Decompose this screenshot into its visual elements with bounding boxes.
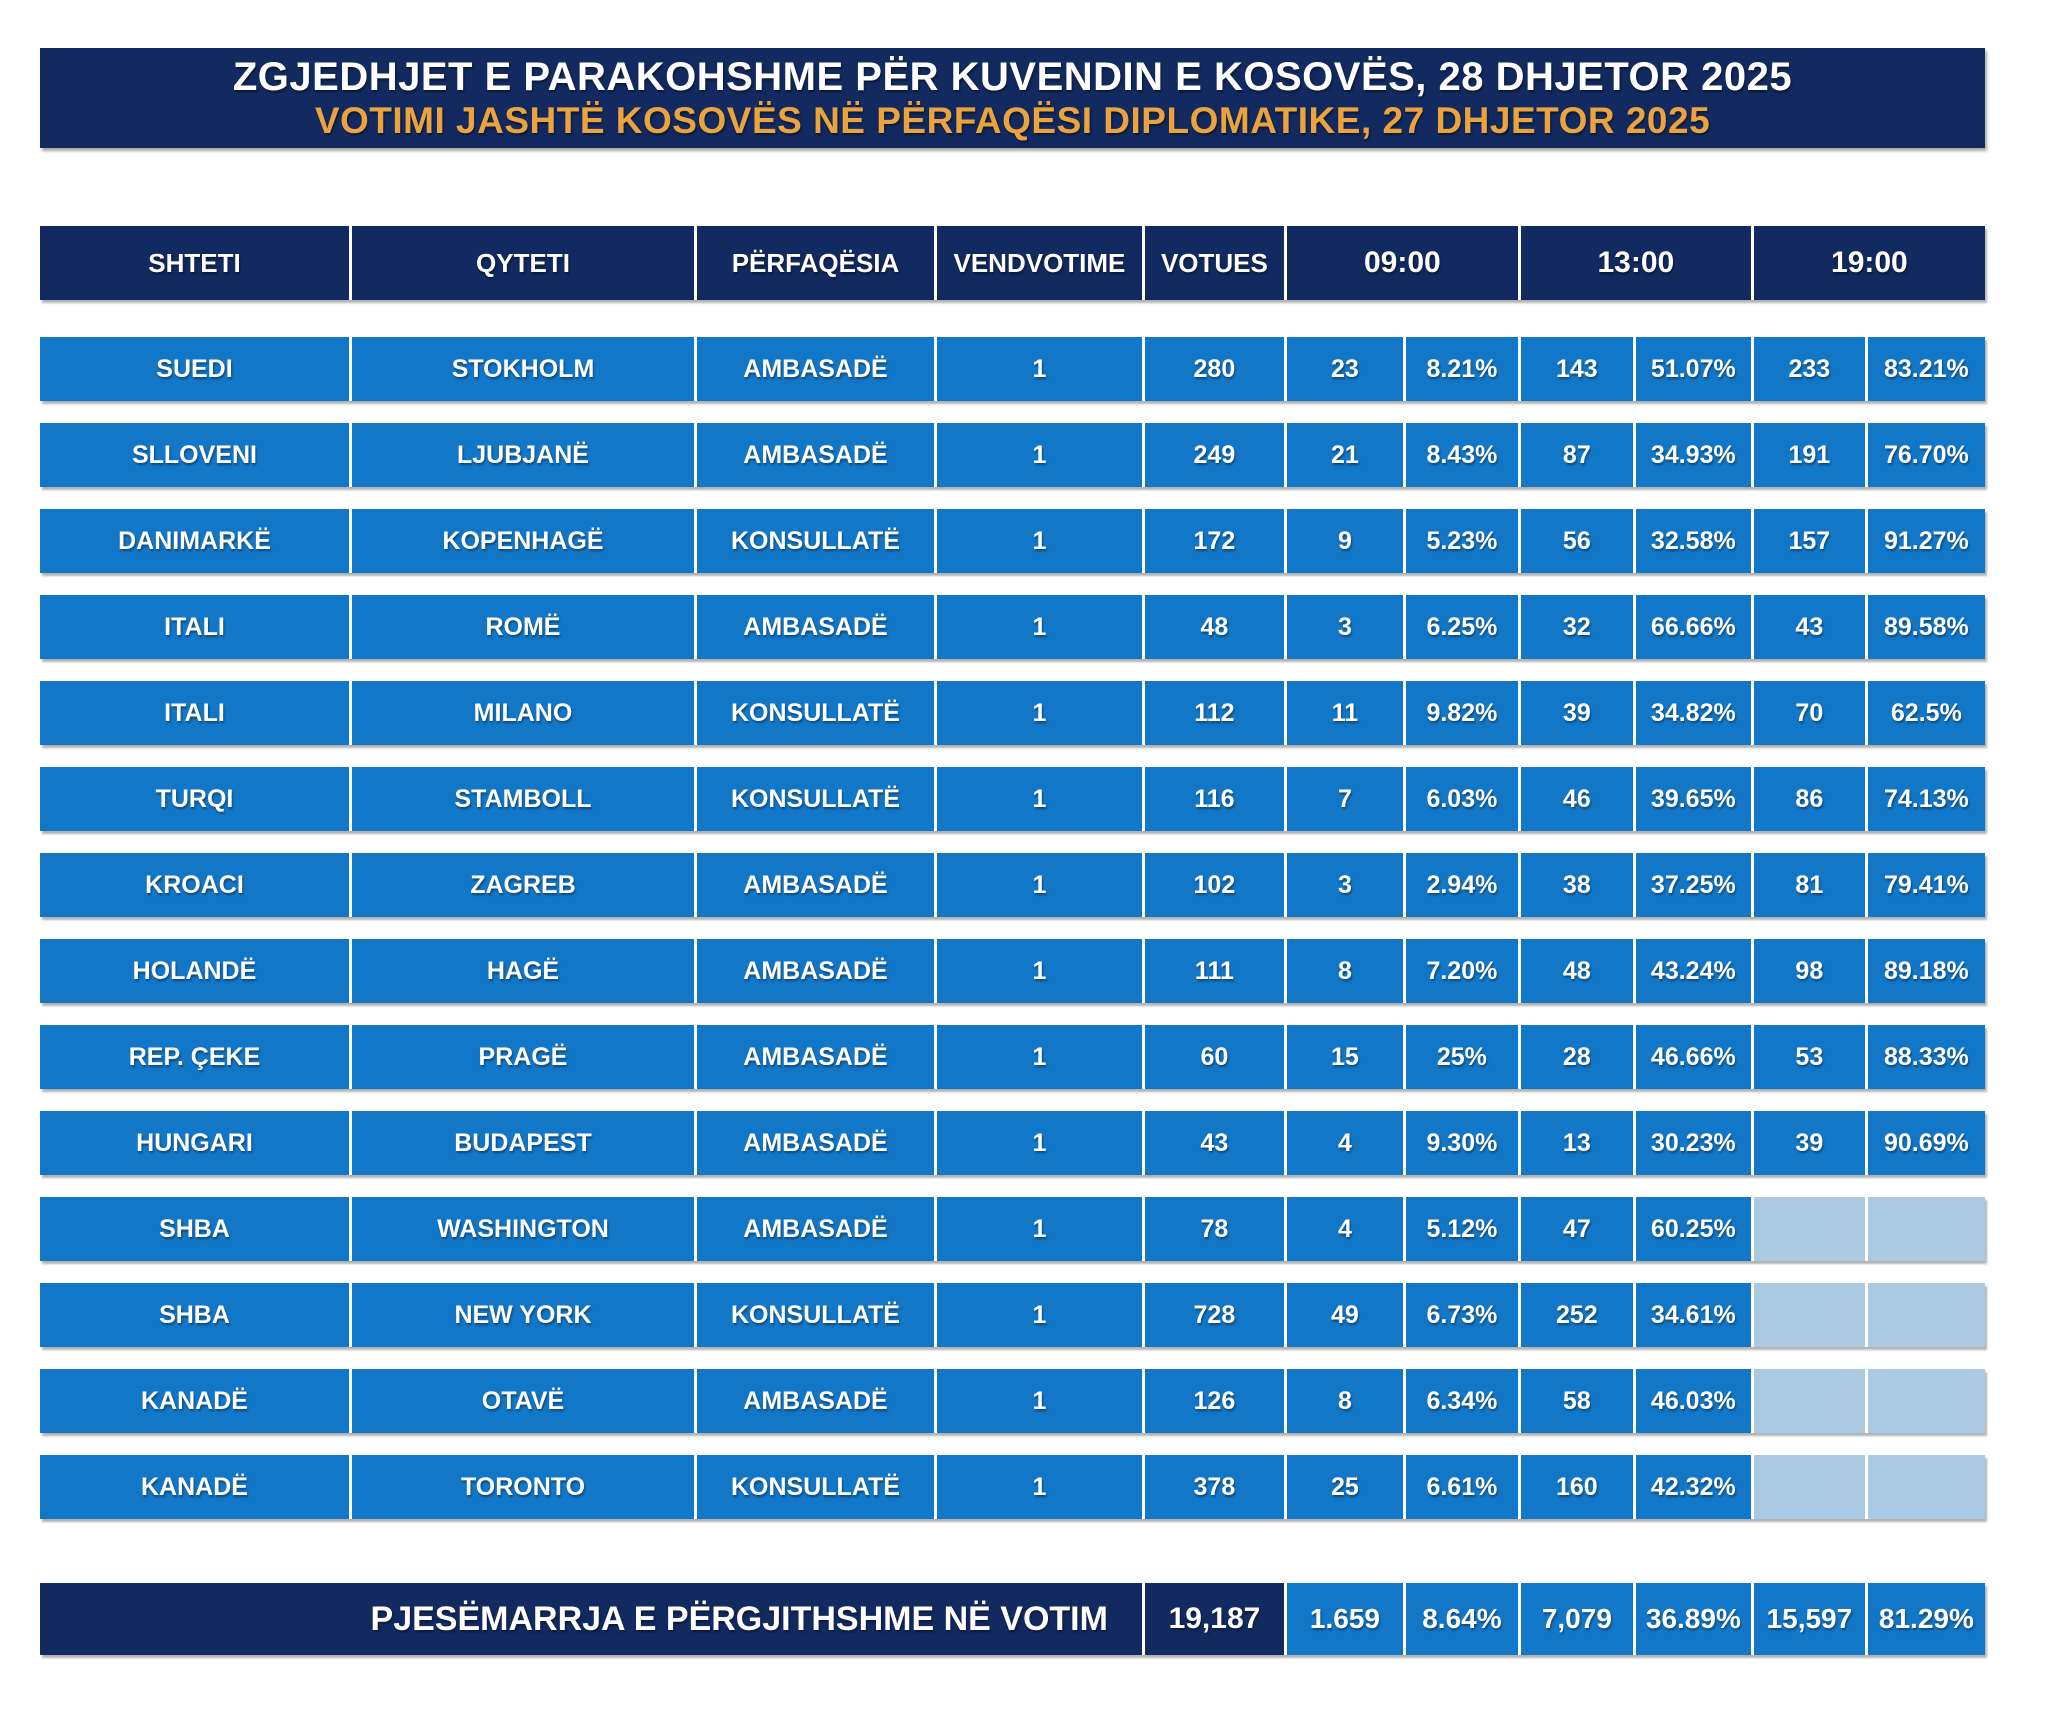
cell-1900-perqindja: 89.58% <box>1868 595 1985 659</box>
cell-1300-perqindja: 66.66% <box>1636 595 1754 659</box>
cell-vendvotime: 1 <box>937 1111 1145 1175</box>
cell-0900-votues: 9 <box>1287 509 1406 573</box>
cell-perfaqesia: AMBASADË <box>697 939 937 1003</box>
cell-0900-votues: 11 <box>1287 681 1406 745</box>
cell-1900-perqindja: 76.70% <box>1868 423 1985 487</box>
cell-1300-votues: 48 <box>1521 939 1636 1003</box>
cell-0900-votues: 23 <box>1287 337 1406 401</box>
cell-0900-votues: 8 <box>1287 939 1406 1003</box>
cell-shteti: REP. ÇEKE <box>40 1025 352 1089</box>
cell-shteti: SUEDI <box>40 337 352 401</box>
cell-perfaqesia: KONSULLATË <box>697 681 937 745</box>
column-header-perfaqesia: PËRFAQËSIA <box>697 226 937 300</box>
cell-0900-perqindja: 2.94% <box>1406 853 1521 917</box>
cell-0900-votues: 15 <box>1287 1025 1406 1089</box>
cell-vendvotime: 1 <box>937 1197 1145 1261</box>
table-header-row <box>40 226 1985 300</box>
column-header-votues: VOTUES <box>1145 226 1287 300</box>
table-row <box>40 337 1985 401</box>
column-header-0900: 09:00 <box>1287 226 1521 300</box>
column-header-vendvotime: VENDVOTIME <box>937 226 1145 300</box>
cell-0900-perqindja: 8.43% <box>1406 423 1521 487</box>
cell-vendvotime: 1 <box>937 681 1145 745</box>
cell-1900-perqindja: 74.13% <box>1868 767 1985 831</box>
cell-1300-votues: 39 <box>1521 681 1636 745</box>
table-row <box>40 509 1985 573</box>
cell-shteti: KROACI <box>40 853 352 917</box>
cell-qyteti: WASHINGTON <box>352 1197 697 1261</box>
cell-vendvotime: 1 <box>937 595 1145 659</box>
cell-perfaqesia: AMBASADË <box>697 423 937 487</box>
cell-qyteti: STAMBOLL <box>352 767 697 831</box>
cell-0900-perqindja: 9.82% <box>1406 681 1521 745</box>
cell-1900-perqindja: 83.21% <box>1868 337 1985 401</box>
cell-perfaqesia: AMBASADË <box>697 1197 937 1261</box>
cell-qyteti: TORONTO <box>352 1455 697 1519</box>
cell-1900-votues: 43 <box>1754 595 1868 659</box>
table-body <box>40 337 1985 1519</box>
cell-1900-perqindja <box>1868 1369 1985 1433</box>
cell-1900-perqindja: 91.27% <box>1868 509 1985 573</box>
cell-1300-votues: 47 <box>1521 1197 1636 1261</box>
column-header-1900: 19:00 <box>1754 226 1985 300</box>
cell-0900-votues: 3 <box>1287 853 1406 917</box>
table-row <box>40 1111 1985 1175</box>
cell-0900-perqindja: 25% <box>1406 1025 1521 1089</box>
cell-1900-perqindja <box>1868 1455 1985 1519</box>
cell-shteti: SHBA <box>40 1283 352 1347</box>
cell-vendvotime: 1 <box>937 1455 1145 1519</box>
cell-1300-perqindja: 42.32% <box>1636 1455 1754 1519</box>
cell-0900-perqindja: 6.03% <box>1406 767 1521 831</box>
cell-1900-votues: 53 <box>1754 1025 1868 1089</box>
table-row <box>40 1283 1985 1347</box>
cell-votues: 116 <box>1145 767 1287 831</box>
cell-qyteti: LJUBJANË <box>352 423 697 487</box>
title-banner <box>40 48 1985 148</box>
cell-votues: 728 <box>1145 1283 1287 1347</box>
table-row <box>40 853 1985 917</box>
footer-0900-votues: 1.659 <box>1287 1583 1406 1655</box>
cell-votues: 378 <box>1145 1455 1287 1519</box>
cell-1300-perqindja: 43.24% <box>1636 939 1754 1003</box>
cell-vendvotime: 1 <box>937 337 1145 401</box>
cell-1900-votues <box>1754 1283 1868 1347</box>
cell-0900-perqindja: 5.23% <box>1406 509 1521 573</box>
cell-votues: 172 <box>1145 509 1287 573</box>
cell-shteti: DANIMARKË <box>40 509 352 573</box>
cell-0900-perqindja: 6.61% <box>1406 1455 1521 1519</box>
cell-1900-perqindja <box>1868 1283 1985 1347</box>
cell-votues: 280 <box>1145 337 1287 401</box>
cell-0900-perqindja: 6.73% <box>1406 1283 1521 1347</box>
cell-vendvotime: 1 <box>937 939 1145 1003</box>
cell-qyteti: STOKHOLM <box>352 337 697 401</box>
cell-vendvotime: 1 <box>937 1369 1145 1433</box>
cell-1300-perqindja: 34.93% <box>1636 423 1754 487</box>
cell-vendvotime: 1 <box>937 853 1145 917</box>
cell-qyteti: HAGË <box>352 939 697 1003</box>
footer-0900-perqindja: 8.64% <box>1406 1583 1521 1655</box>
cell-1300-votues: 32 <box>1521 595 1636 659</box>
cell-1900-votues: 81 <box>1754 853 1868 917</box>
table-row <box>40 1455 1985 1519</box>
cell-shteti: HUNGARI <box>40 1111 352 1175</box>
cell-votues: 249 <box>1145 423 1287 487</box>
footer-1300-votues: 7,079 <box>1521 1583 1636 1655</box>
cell-1300-perqindja: 34.61% <box>1636 1283 1754 1347</box>
cell-1300-votues: 46 <box>1521 767 1636 831</box>
column-header-shteti: SHTETI <box>40 226 352 300</box>
cell-1300-votues: 160 <box>1521 1455 1636 1519</box>
cell-perfaqesia: AMBASADË <box>697 595 937 659</box>
cell-perfaqesia: KONSULLATË <box>697 509 937 573</box>
results-table <box>40 226 1985 1655</box>
cell-0900-votues: 4 <box>1287 1197 1406 1261</box>
cell-0900-perqindja: 6.25% <box>1406 595 1521 659</box>
cell-1300-votues: 252 <box>1521 1283 1636 1347</box>
cell-0900-votues: 4 <box>1287 1111 1406 1175</box>
cell-1300-votues: 87 <box>1521 423 1636 487</box>
cell-perfaqesia: AMBASADË <box>697 1111 937 1175</box>
cell-1300-perqindja: 46.03% <box>1636 1369 1754 1433</box>
footer-total-label: PJESËMARRJA E PËRGJITHSHME NË VOTIM <box>40 1583 1145 1655</box>
cell-qyteti: KOPENHAGË <box>352 509 697 573</box>
cell-shteti: SLLOVENI <box>40 423 352 487</box>
cell-votues: 60 <box>1145 1025 1287 1089</box>
cell-vendvotime: 1 <box>937 1283 1145 1347</box>
cell-1900-perqindja: 79.41% <box>1868 853 1985 917</box>
table-row <box>40 767 1985 831</box>
cell-0900-perqindja: 6.34% <box>1406 1369 1521 1433</box>
cell-1300-votues: 56 <box>1521 509 1636 573</box>
cell-1300-perqindja: 34.82% <box>1636 681 1754 745</box>
cell-0900-votues: 8 <box>1287 1369 1406 1433</box>
cell-shteti: ITALI <box>40 595 352 659</box>
cell-shteti: HOLANDË <box>40 939 352 1003</box>
cell-1300-votues: 13 <box>1521 1111 1636 1175</box>
table-row <box>40 423 1985 487</box>
cell-1900-votues: 39 <box>1754 1111 1868 1175</box>
cell-0900-votues: 49 <box>1287 1283 1406 1347</box>
cell-qyteti: NEW YORK <box>352 1283 697 1347</box>
cell-1300-votues: 28 <box>1521 1025 1636 1089</box>
cell-qyteti: MILANO <box>352 681 697 745</box>
cell-1900-votues: 70 <box>1754 681 1868 745</box>
cell-1900-votues: 157 <box>1754 509 1868 573</box>
cell-1300-perqindja: 32.58% <box>1636 509 1754 573</box>
cell-votues: 102 <box>1145 853 1287 917</box>
cell-votues: 78 <box>1145 1197 1287 1261</box>
cell-1300-votues: 38 <box>1521 853 1636 917</box>
cell-votues: 112 <box>1145 681 1287 745</box>
table-row <box>40 939 1985 1003</box>
table-row <box>40 1025 1985 1089</box>
cell-1900-perqindja <box>1868 1197 1985 1261</box>
cell-qyteti: ROMË <box>352 595 697 659</box>
cell-1300-perqindja: 37.25% <box>1636 853 1754 917</box>
cell-0900-votues: 21 <box>1287 423 1406 487</box>
cell-vendvotime: 1 <box>937 1025 1145 1089</box>
cell-perfaqesia: AMBASADË <box>697 853 937 917</box>
cell-qyteti: ZAGREB <box>352 853 697 917</box>
cell-perfaqesia: KONSULLATË <box>697 1455 937 1519</box>
table-row <box>40 1369 1985 1433</box>
cell-perfaqesia: AMBASADË <box>697 337 937 401</box>
cell-shteti: SHBA <box>40 1197 352 1261</box>
cell-0900-votues: 3 <box>1287 595 1406 659</box>
cell-1900-votues: 233 <box>1754 337 1868 401</box>
cell-perfaqesia: AMBASADË <box>697 1369 937 1433</box>
cell-1300-perqindja: 30.23% <box>1636 1111 1754 1175</box>
cell-1900-votues <box>1754 1455 1868 1519</box>
page <box>40 48 1985 1655</box>
cell-0900-perqindja: 5.12% <box>1406 1197 1521 1261</box>
table-footer-row <box>40 1583 1985 1655</box>
footer-1900-perqindja: 81.29% <box>1868 1583 1985 1655</box>
cell-qyteti: BUDAPEST <box>352 1111 697 1175</box>
cell-1900-perqindja: 89.18% <box>1868 939 1985 1003</box>
cell-0900-votues: 25 <box>1287 1455 1406 1519</box>
cell-1900-votues <box>1754 1197 1868 1261</box>
cell-votues: 48 <box>1145 595 1287 659</box>
cell-0900-perqindja: 9.30% <box>1406 1111 1521 1175</box>
cell-1900-votues: 86 <box>1754 767 1868 831</box>
page-title: ZGJEDHJET E PARAKOHSHME PËR KUVENDIN E KOSOVËS, 28 DHJETOR 2025 <box>232 54 1793 99</box>
cell-shteti: KANADË <box>40 1369 352 1433</box>
cell-0900-votues: 7 <box>1287 767 1406 831</box>
cell-perfaqesia: KONSULLATË <box>697 1283 937 1347</box>
cell-1900-votues: 98 <box>1754 939 1868 1003</box>
table-row <box>40 595 1985 659</box>
cell-1900-votues: 191 <box>1754 423 1868 487</box>
cell-qyteti: PRAGË <box>352 1025 697 1089</box>
cell-1300-perqindja: 46.66% <box>1636 1025 1754 1089</box>
footer-1900-votues: 15,597 <box>1754 1583 1868 1655</box>
cell-1300-votues: 143 <box>1521 337 1636 401</box>
cell-votues: 111 <box>1145 939 1287 1003</box>
cell-1900-perqindja: 88.33% <box>1868 1025 1985 1089</box>
cell-vendvotime: 1 <box>937 423 1145 487</box>
cell-perfaqesia: AMBASADË <box>697 1025 937 1089</box>
cell-vendvotime: 1 <box>937 767 1145 831</box>
cell-1300-votues: 58 <box>1521 1369 1636 1433</box>
column-header-qyteti: QYTETI <box>352 226 697 300</box>
cell-votues: 126 <box>1145 1369 1287 1433</box>
footer-1300-perqindja: 36.89% <box>1636 1583 1754 1655</box>
cell-shteti: ITALI <box>40 681 352 745</box>
cell-1900-perqindja: 62.5% <box>1868 681 1985 745</box>
table-row <box>40 1197 1985 1261</box>
cell-0900-perqindja: 7.20% <box>1406 939 1521 1003</box>
cell-qyteti: OTAVË <box>352 1369 697 1433</box>
cell-perfaqesia: KONSULLATË <box>697 767 937 831</box>
page-subtitle: VOTIMI JASHTË KOSOVËS NË PËRFAQËSI DIPLOMATIKE, 27 DHJETOR 2025 <box>314 99 1711 141</box>
cell-0900-perqindja: 8.21% <box>1406 337 1521 401</box>
table-row <box>40 681 1985 745</box>
cell-shteti: TURQI <box>40 767 352 831</box>
cell-1900-perqindja: 90.69% <box>1868 1111 1985 1175</box>
footer-total-votues: 19,187 <box>1145 1583 1287 1655</box>
cell-1900-votues <box>1754 1369 1868 1433</box>
column-header-1300: 13:00 <box>1521 226 1754 300</box>
cell-1300-perqindja: 60.25% <box>1636 1197 1754 1261</box>
cell-votues: 43 <box>1145 1111 1287 1175</box>
cell-vendvotime: 1 <box>937 509 1145 573</box>
cell-1300-perqindja: 51.07% <box>1636 337 1754 401</box>
cell-shteti: KANADË <box>40 1455 352 1519</box>
cell-1300-perqindja: 39.65% <box>1636 767 1754 831</box>
